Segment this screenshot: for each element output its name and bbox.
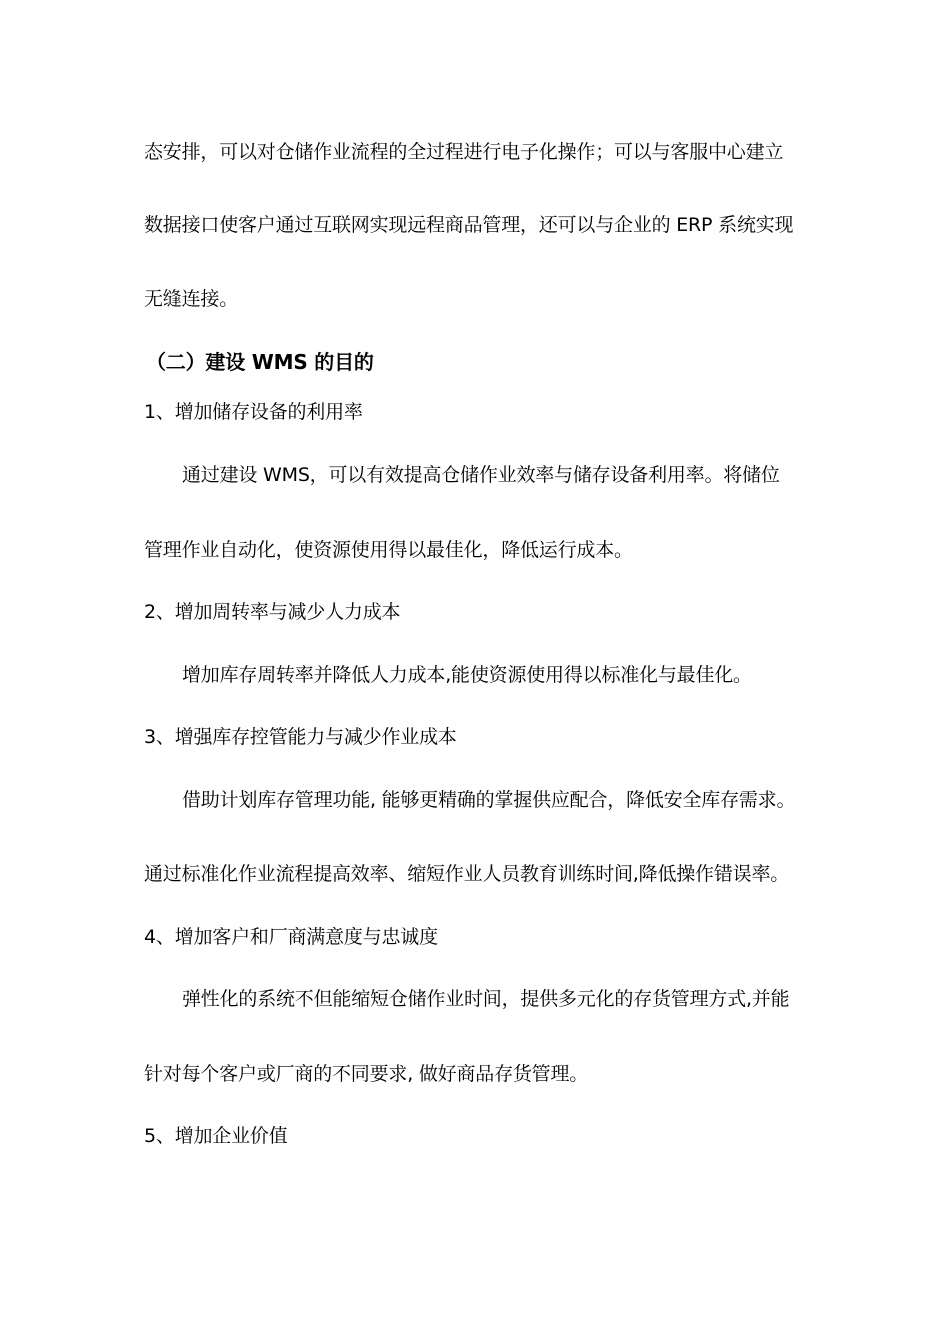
item-4-body-line-2: 针对每个客户或厂商的不同要求, 做好商品存货管理。 bbox=[144, 1063, 589, 1085]
item-1-body-line-1: 通过建设 WMS，可以有效提高仓储作业效率与储存设备利用率。将储位 bbox=[182, 464, 780, 486]
item-5-title: 5、增加企业价值 bbox=[144, 1125, 288, 1147]
item-4-title: 4、增加客户和厂商满意度与忠诚度 bbox=[144, 926, 438, 948]
section-heading: （二）建设 WMS 的目的 bbox=[146, 350, 374, 374]
paragraph-intro-line-2: 数据接口使客户通过互联网实现远程商品管理，还可以与企业的 ERP 系统实现 bbox=[144, 214, 794, 236]
item-1-title: 1、增加储存设备的利用率 bbox=[144, 401, 363, 423]
item-4-body-line-1: 弹性化的系统不但能缩短仓储作业时间，提供多元化的存货管理方式,并能 bbox=[182, 988, 790, 1010]
paragraph-intro-line-1: 态安排，可以对仓储作业流程的全过程进行电子化操作；可以与客服中心建立 bbox=[144, 141, 784, 163]
paragraph-intro-line-3: 无缝连接。 bbox=[144, 288, 239, 310]
item-3-title: 3、增强库存控管能力与减少作业成本 bbox=[144, 726, 457, 748]
item-2-body-line-1: 增加库存周转率并降低人力成本,能使资源使用得以标准化与最佳化。 bbox=[182, 664, 752, 686]
item-3-body-line-2: 通过标准化作业流程提高效率、缩短作业人员教育训练时间,降低操作错误率。 bbox=[144, 863, 790, 885]
item-3-body-line-1: 借助计划库存管理功能, 能够更精确的掌握供应配合，降低安全库存需求。 bbox=[182, 789, 796, 811]
item-2-title: 2、增加周转率与减少人力成本 bbox=[144, 601, 401, 623]
item-1-body-line-2: 管理作业自动化，使资源使用得以最佳化，降低运行成本。 bbox=[144, 539, 633, 561]
